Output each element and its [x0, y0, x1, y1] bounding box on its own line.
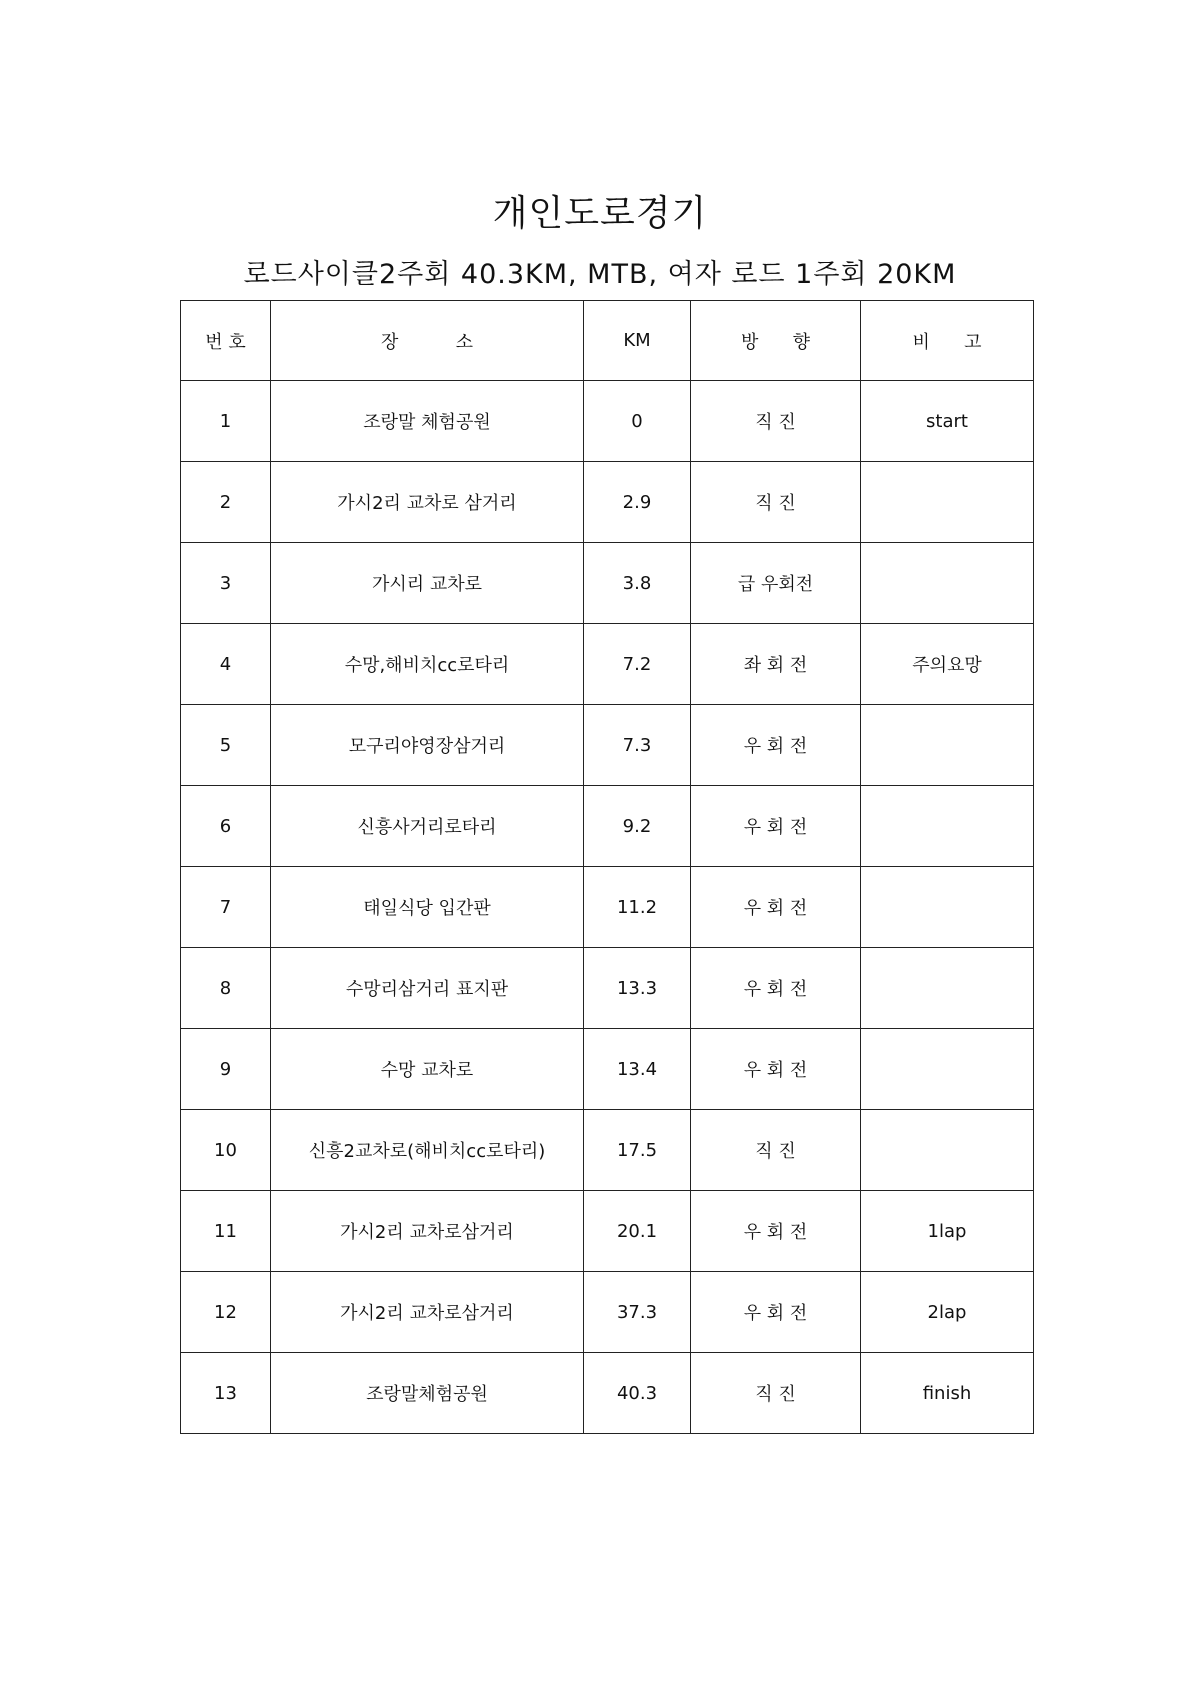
cell-direction: 직 진: [691, 462, 861, 543]
table-row: [181, 1110, 1034, 1191]
cell-note: [861, 948, 1034, 1029]
table-row: [181, 786, 1034, 867]
table-row: [181, 1272, 1034, 1353]
cell-place: 신흥2교차로(해비치cc로타리): [271, 1110, 584, 1191]
cell-km: 37.3: [584, 1272, 691, 1353]
route-table-body: [181, 381, 1034, 1434]
cell-note: 주의요망: [861, 624, 1034, 705]
cell-number: 8: [181, 948, 271, 1029]
cell-note: [861, 1110, 1034, 1191]
cell-place: 조랑말 체험공원: [271, 381, 584, 462]
cell-number: 11: [181, 1191, 271, 1272]
table-row: [181, 462, 1034, 543]
page-title: 개인도로경기: [492, 193, 708, 234]
cell-place: 조랑말체험공원: [271, 1353, 584, 1434]
cell-number: 10: [181, 1110, 271, 1191]
cell-number: 1: [181, 381, 271, 462]
cell-note: [861, 786, 1034, 867]
cell-km: 7.2: [584, 624, 691, 705]
cell-number: 7: [181, 867, 271, 948]
cell-number: 12: [181, 1272, 271, 1353]
cell-note: [861, 867, 1034, 948]
table-row: [181, 543, 1034, 624]
cell-number: 9: [181, 1029, 271, 1110]
cell-km: 13.3: [584, 948, 691, 1029]
cell-direction: 좌 회 전: [691, 624, 861, 705]
cell-direction: 직 진: [691, 1110, 861, 1191]
cell-direction: 우 회 전: [691, 948, 861, 1029]
cell-place: 수망,해비치cc로타리: [271, 624, 584, 705]
cell-km: 7.3: [584, 705, 691, 786]
cell-number: 13: [181, 1353, 271, 1434]
cell-km: 13.4: [584, 1029, 691, 1110]
cell-direction: 직 진: [691, 1353, 861, 1434]
cell-place: 모구리야영장삼거리: [271, 705, 584, 786]
cell-km: 0: [584, 381, 691, 462]
cell-number: 2: [181, 462, 271, 543]
cell-direction: 우 회 전: [691, 705, 861, 786]
table-row: [181, 624, 1034, 705]
cell-note: 2lap: [861, 1272, 1034, 1353]
cell-number: 5: [181, 705, 271, 786]
table-row: [181, 381, 1034, 462]
cell-note: [861, 705, 1034, 786]
cell-note: [861, 1029, 1034, 1110]
table-row: [181, 867, 1034, 948]
cell-km: 40.3: [584, 1353, 691, 1434]
cell-place: 가시2리 교차로 삼거리: [271, 462, 584, 543]
header-note: 비 고: [861, 301, 1034, 381]
table-row: [181, 948, 1034, 1029]
cell-number: 6: [181, 786, 271, 867]
cell-direction: 우 회 전: [691, 1272, 861, 1353]
route-table: [180, 300, 1034, 1434]
cell-note: [861, 543, 1034, 624]
cell-km: 3.8: [584, 543, 691, 624]
cell-place: 수망 교차로: [271, 1029, 584, 1110]
table-row: [181, 705, 1034, 786]
cell-place: 신흥사거리로타리: [271, 786, 584, 867]
cell-note: finish: [861, 1353, 1034, 1434]
cell-direction: 우 회 전: [691, 1191, 861, 1272]
cell-km: 17.5: [584, 1110, 691, 1191]
cell-number: 4: [181, 624, 271, 705]
header-place: 장 소: [271, 301, 584, 381]
cell-note: [861, 462, 1034, 543]
header-km: KM: [584, 301, 691, 381]
cell-note: 1lap: [861, 1191, 1034, 1272]
cell-direction: 직 진: [691, 381, 861, 462]
table-row: [181, 1353, 1034, 1434]
cell-direction: 급 우회전: [691, 543, 861, 624]
cell-place: 수망리삼거리 표지판: [271, 948, 584, 1029]
cell-direction: 우 회 전: [691, 786, 861, 867]
header-number: 번 호: [181, 301, 271, 381]
page-subtitle: 로드사이클2주회 40.3KM, MTB, 여자 로드 1주회 20KM: [243, 259, 957, 290]
cell-place: 가시리 교차로: [271, 543, 584, 624]
table-row: [181, 1029, 1034, 1110]
cell-km: 9.2: [584, 786, 691, 867]
cell-km: 11.2: [584, 867, 691, 948]
cell-place: 가시2리 교차로삼거리: [271, 1191, 584, 1272]
cell-km: 2.9: [584, 462, 691, 543]
cell-km: 20.1: [584, 1191, 691, 1272]
cell-place: 태일식당 입간판: [271, 867, 584, 948]
header-direction: 방 향: [691, 301, 861, 381]
cell-note: start: [861, 381, 1034, 462]
table-header-row: [181, 301, 1034, 381]
cell-place: 가시2리 교차로삼거리: [271, 1272, 584, 1353]
cell-direction: 우 회 전: [691, 867, 861, 948]
cell-direction: 우 회 전: [691, 1029, 861, 1110]
cell-number: 3: [181, 543, 271, 624]
table-row: [181, 1191, 1034, 1272]
